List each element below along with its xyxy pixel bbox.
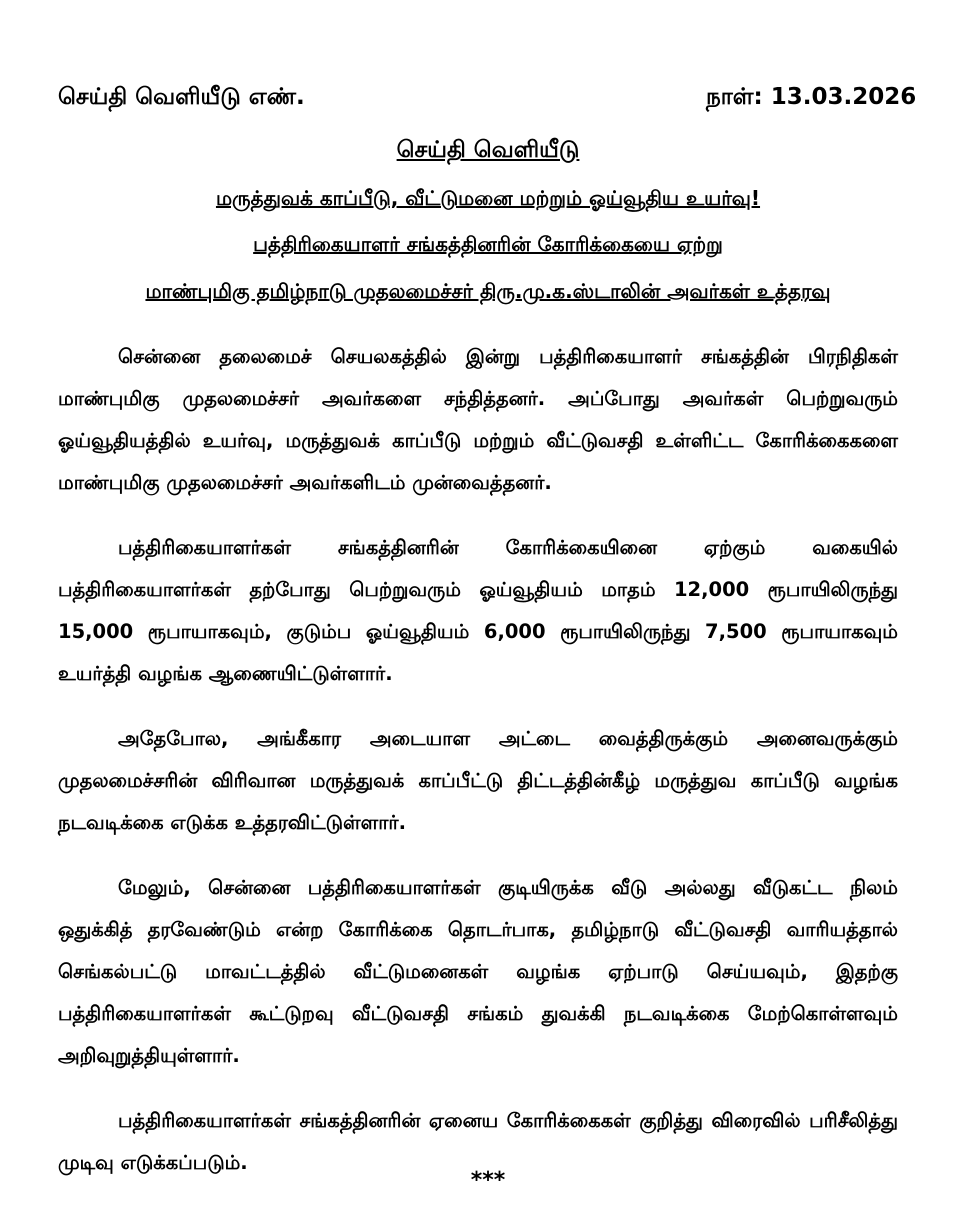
headline-line-2: பத்திரிகையாளர் சங்கத்தினரின் கோரிக்கையை ஏற்று: [253, 232, 723, 256]
body-paragraph: சென்னை தலைமைச் செயலகத்தில் இன்று பத்திரிகையாளர் சங்கத்தின் பிரநிதிகள் மாண்புமிகு முதலமைச்சர் அவர்களை சந்தித்தனர். அப்போது அவர்கள் பெற்றுவரும் ஓய்வூதியத்தில் உயர்வு, மருத்துவக் காப்பீடு மற்றும் வீட்டுவசதி உள்ளிட்ட கோரிக்கைகளை மாண்புமிகு முதலமைச்சர் அவர்களிடம் முன்வைத்தனர்.: [58, 345, 898, 494]
release-number-label: செய்தி வெளியீடு எண்.: [58, 84, 305, 110]
release-date: நாள்: 13.03.2026: [706, 84, 917, 110]
document-heading: செய்தி வெளியீடு: [396, 137, 580, 163]
body-paragraph: பத்திரிகையாளர்கள் சங்கத்தினரின் ஏனைய கோரிக்கைகள் குறித்து விரைவில் பரிசீலித்து முடிவு எடுக்கப்படும்.: [58, 1109, 898, 1174]
end-mark: ***: [470, 1168, 506, 1193]
headline-line-3: மாண்புமிகு தமிழ்நாடு முதலமைச்சர் திரு.மு.க.ஸ்டாலின் அவர்கள் உத்தரவு: [145, 279, 831, 303]
release-body: [58, 336, 898, 1207]
body-paragraph: பத்திரிகையாளர்கள் சங்கத்தினரின் கோரிக்கையினை ஏற்கும் வகையில் பத்திரிகையாளர்கள் தற்போது பெற்றுவரும் ஓய்வூதியம் மாதம் 12,000 ரூபாயிலிருந்து 15,000 ரூபாயாகவும், குடும்ப ஓய்வூதியம் 6,000 ரூபாயிலிருந்து 7,500 ரூபாயாகவும் உயர்த்தி வழங்க ஆணையிட்டுள்ளார்.: [58, 536, 898, 685]
body-paragraph: அதேபோல, அங்கீகார அடையாள அட்டை வைத்திருக்கும் அனைவருக்கும் முதலமைச்சரின் விரிவான மருத்துவக் காப்பீட்டு திட்டத்தின்கீழ் மருத்துவ காப்பீடு வழங்க நடவடிக்கை எடுக்க உத்தரவிட்டுள்ளார்.: [58, 727, 898, 834]
headline-line-1: மருத்துவக் காப்பீடு, வீட்டுமனை மற்றும் ஓய்வூதிய உயர்வு!: [215, 186, 761, 210]
body-paragraph: மேலும், சென்னை பத்திரிகையாளர்கள் குடியிருக்க வீடு அல்லது வீடுகட்ட நிலம் ஒதுக்கித் தரவேண்டும் என்ற கோரிக்கை தொடர்பாக, தமிழ்நாடு வீட்டுவசதி வாரியத்தால் செங்கல்பட்டு மாவட்டத்தில் வீட்டுமனைகள் வழங்க ஏற்பாடு செய்யவும், இதற்கு பத்திரிகையாளர்கள் கூட்டுறவு வீட்டுவசதி சங்கம் துவக்கி நடவடிக்கை மேற்கொள்ளவும் அறிவுறுத்தியுள்ளார்.: [58, 876, 898, 1067]
